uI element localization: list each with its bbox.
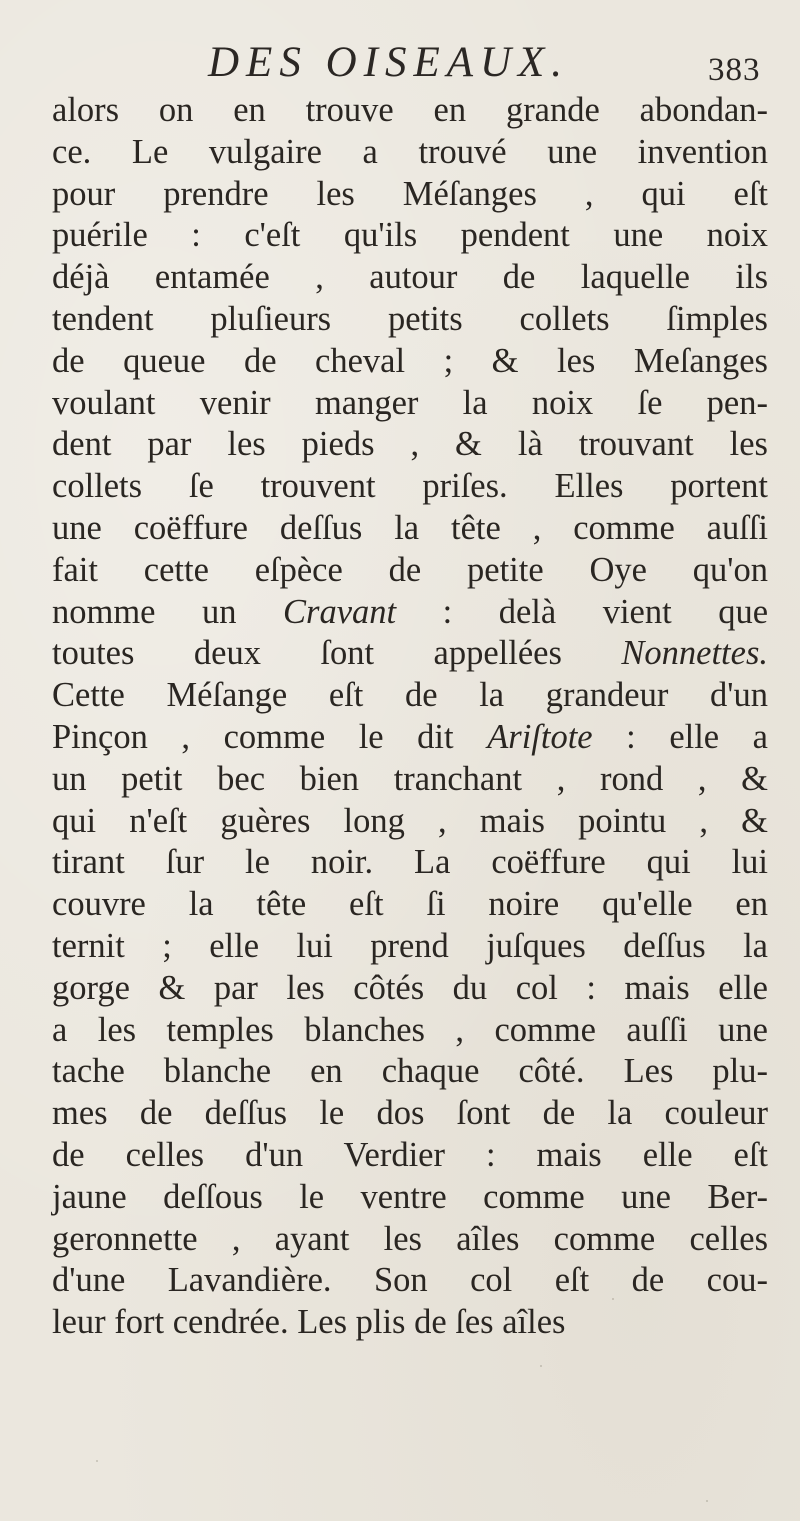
- body-text: [52, 90, 768, 1344]
- line-text: fait cette eſpèce de petite Oye qu'on: [52, 550, 768, 589]
- text-line: [52, 299, 768, 341]
- text-line: [52, 926, 768, 968]
- text-line: [52, 592, 768, 634]
- page-number: 383: [708, 52, 761, 88]
- line-text: leur fort cendrée. Les plis de ſes aîles: [52, 1303, 566, 1342]
- line-text: nomme un: [52, 592, 284, 631]
- line-text: déjà entamée , autour de laquelle ils: [52, 258, 768, 297]
- line-text: pour prendre les Méſanges , qui eſt: [52, 174, 768, 213]
- line-text: : elle a: [592, 717, 768, 756]
- line-text: un petit bec bien tranchant , rond , &: [52, 759, 768, 798]
- text-line: [52, 675, 768, 717]
- paper-speck: [96, 1460, 98, 1462]
- line-text: ternit ; elle lui prend juſques deſſus la: [52, 926, 768, 965]
- text-line: [52, 550, 768, 592]
- text-line: [52, 1010, 768, 1052]
- text-line: [52, 215, 768, 257]
- italic-term: Cravant: [283, 592, 397, 631]
- text-line: [52, 466, 768, 508]
- line-text: : delà vient que: [396, 592, 769, 631]
- line-text: de celles d'un Verdier : mais elle eſt: [52, 1135, 768, 1174]
- text-line: [52, 968, 768, 1010]
- paper-speck: [612, 1298, 614, 1300]
- text-line: [52, 842, 768, 884]
- text-line: [52, 1135, 768, 1177]
- line-text: gorge & par les côtés du col : mais elle: [52, 968, 768, 1007]
- text-line: [52, 1260, 768, 1302]
- line-text: tache blanche en chaque côté. Les plu-: [52, 1052, 768, 1091]
- line-text: qui n'eſt guères long , mais pointu , &: [52, 801, 768, 840]
- line-text: tirant ſur le noir. La coëffure qui lui: [52, 843, 768, 882]
- italic-term: Ariſtote: [487, 717, 593, 756]
- text-line: [52, 341, 768, 383]
- line-text: de queue de cheval ; & les Meſanges: [52, 341, 768, 380]
- text-line: [52, 1051, 768, 1093]
- text-line: [52, 1302, 768, 1344]
- text-line: [52, 90, 768, 132]
- italic-term: Nonnettes.: [621, 634, 768, 673]
- text-line: [52, 759, 768, 801]
- text-line: [52, 1219, 768, 1261]
- line-text: dent par les pieds , & là trouvant les: [52, 425, 768, 464]
- text-line: [52, 508, 768, 550]
- paper-speck: [540, 1365, 542, 1367]
- line-text: d'une Lavandière. Son col eſt de cou-: [52, 1261, 768, 1300]
- line-text: toutes deux ſont appellées: [52, 634, 622, 673]
- line-text: mes de deſſus le dos ſont de la couleur: [52, 1094, 768, 1133]
- text-line: [52, 884, 768, 926]
- running-title: DES OISEAUX.: [208, 39, 570, 86]
- line-text: geronnette , ayant les aîles comme celles: [52, 1219, 768, 1258]
- line-text: alors on en trouve en grande abondan-: [52, 91, 768, 129]
- line-text: Cette Méſange eſt de la grandeur d'un: [52, 676, 768, 715]
- text-line: [52, 1093, 768, 1135]
- text-line: [52, 1177, 768, 1219]
- text-line: [52, 633, 768, 675]
- line-text: puérile : c'eſt qu'ils pendent une noix: [52, 216, 768, 255]
- text-line: [52, 717, 768, 759]
- line-text: tendent pluſieurs petits collets ſimples: [52, 299, 768, 338]
- line-text: ce. Le vulgaire a trouvé une invention: [52, 132, 768, 171]
- line-text: a les temples blanches , comme auſſi une: [52, 1010, 768, 1049]
- page-header: [0, 38, 800, 98]
- text-line: [52, 801, 768, 843]
- line-text: couvre la tête eſt ſi noire qu'elle en: [52, 885, 768, 924]
- text-line: [52, 132, 768, 174]
- text-line: [52, 257, 768, 299]
- line-text: voulant venir manger la noix ſe pen-: [52, 383, 768, 422]
- line-text: collets ſe trouvent priſes. Elles portent: [52, 467, 768, 506]
- line-text: une coëffure deſſus la tête , comme auſſi: [52, 508, 768, 547]
- line-text: jaune deſſous le ventre comme une Ber-: [52, 1177, 768, 1216]
- line-text: Pinçon , comme le dit: [52, 717, 488, 756]
- text-line: [52, 424, 768, 466]
- paper-speck: [706, 1500, 708, 1502]
- text-line: [52, 174, 768, 216]
- text-line: [52, 383, 768, 425]
